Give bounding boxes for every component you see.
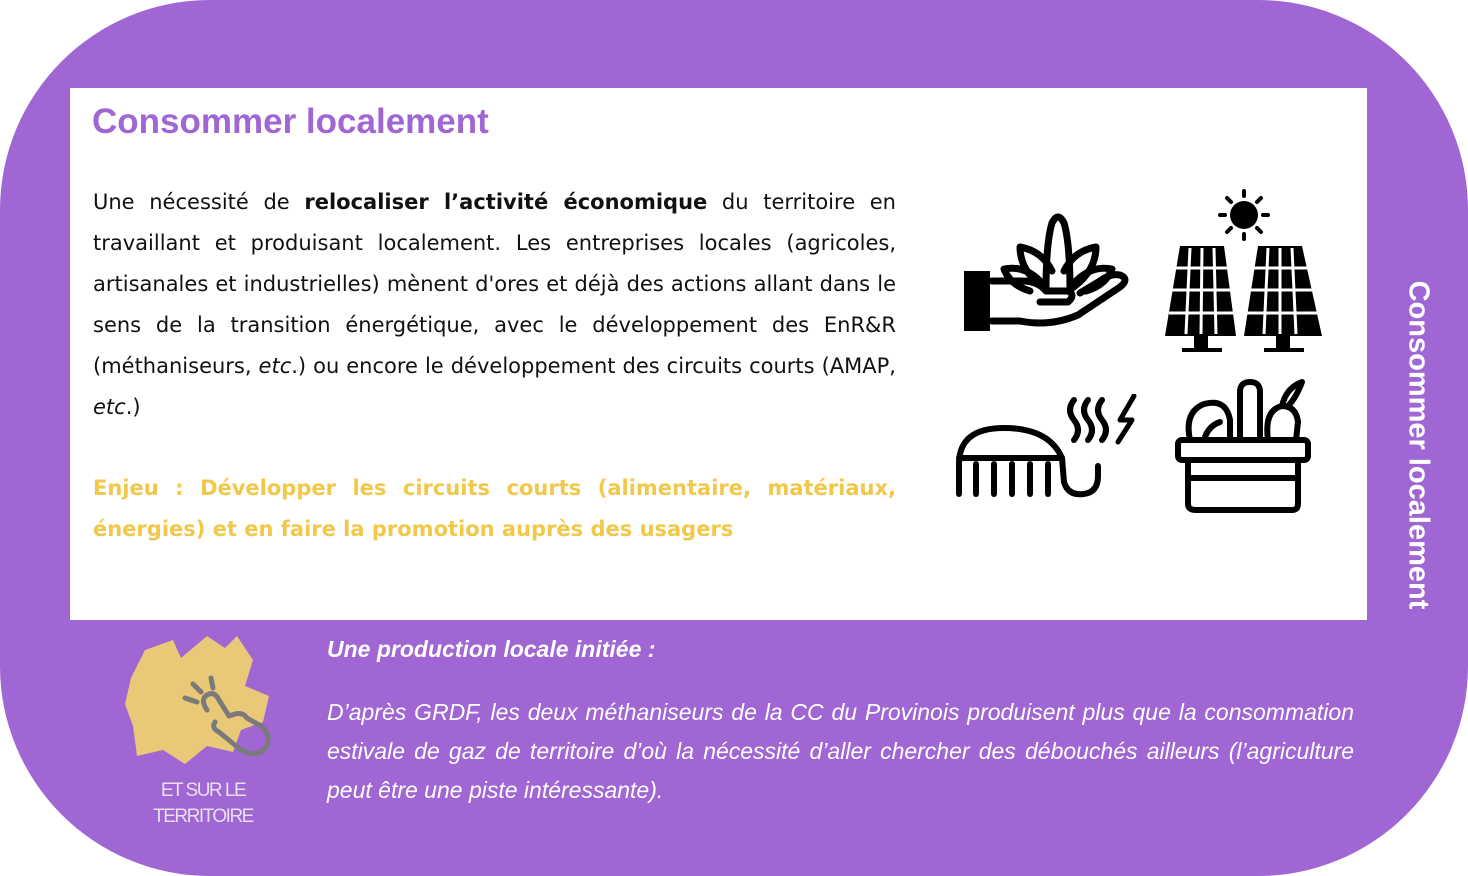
description-italic-1: etc	[258, 354, 292, 378]
production-title: Une production locale initiée :	[327, 636, 656, 662]
description-text-3: .) ou encore le développement des circuits courts (AMAP,	[291, 354, 896, 378]
description-text-2: du territoire en travaillant et produisant localement. Les entreprises locales (agricoles, artisanales et industrielles) mènent d'ores et déjà des actions allant dans le sens de la transition énergétique, avec le développement des EnR&R (méthaniseurs,	[93, 190, 896, 378]
side-label: Consommer localement	[1402, 280, 1435, 610]
territory-map-icon	[115, 630, 285, 770]
description-text-4: .)	[125, 395, 141, 419]
description-text-1: Une nécessité de	[93, 190, 305, 214]
hand-plant-icon	[960, 203, 1135, 338]
issue-statement: Enjeu : Développer les circuits courts (alimentaire, matériaux, énergies) et en faire la promotion auprès des usagers	[93, 476, 896, 541]
vegetable-basket-icon	[1174, 378, 1314, 518]
content-panel	[70, 88, 1367, 620]
solar-panels-icon	[1162, 188, 1327, 353]
card-title: Consommer localement	[92, 102, 489, 141]
description-bold: relocaliser l’activité économique	[304, 190, 708, 214]
territory-label: ET SUR LE TERRITOIRE	[153, 780, 253, 827]
heating-radiator-icon	[954, 394, 1144, 504]
production-text: D’après GRDF, les deux méthaniseurs de la CC du Provinois produisent plus que la consommation estivale de gaz de territoire d’où la nécessité d’aller chercher des débouchés ailleurs (l’agriculture peut être une piste intéressante).	[327, 699, 1354, 803]
description-italic-2: etc	[93, 395, 126, 419]
territory-badge	[115, 630, 295, 840]
description-paragraph	[93, 182, 896, 428]
